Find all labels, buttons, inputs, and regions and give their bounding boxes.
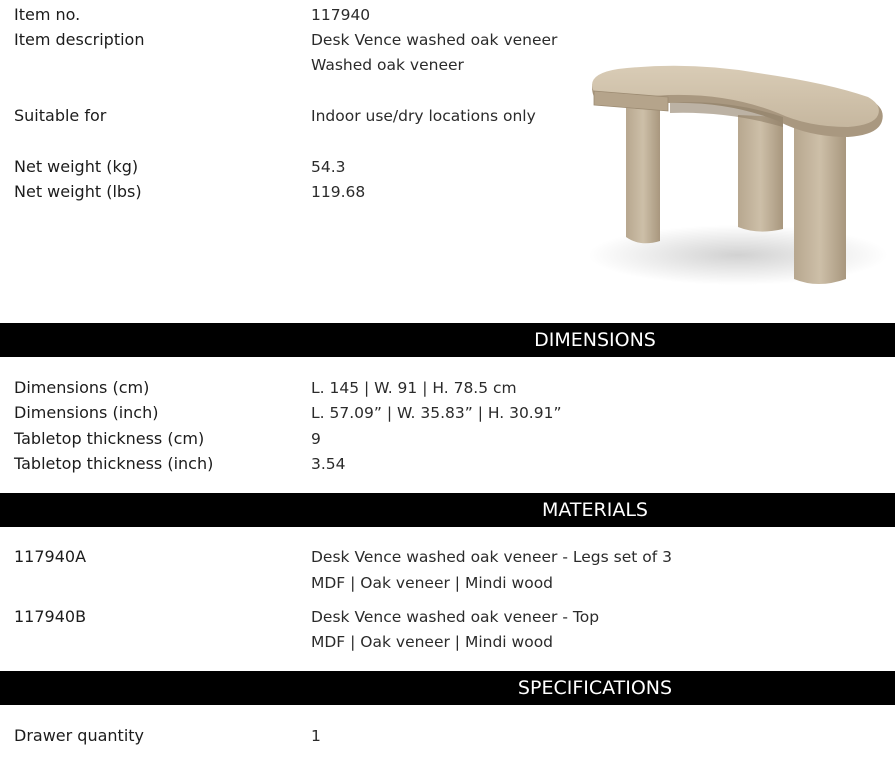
item-description-label: Item description (14, 30, 145, 49)
item-description-value: Desk Vence washed oak veneer (311, 31, 558, 49)
drawer-quantity-label: Drawer quantity (14, 726, 144, 745)
dimensions-cm-value: L. 145 | W. 91 | H. 78.5 cm (311, 379, 517, 397)
tabletop-thickness-inch-value: 3.54 (311, 455, 346, 473)
net-weight-kg-label: Net weight (kg) (14, 157, 139, 176)
suitable-for-label: Suitable for (14, 106, 107, 125)
specifications-title: SPECIFICATIONS (517, 677, 673, 699)
material-a-code: 117940A (14, 547, 87, 566)
net-weight-kg-value: 54.3 (311, 158, 346, 176)
material-a-description: Desk Vence washed oak veneer - Legs set of 3 (311, 548, 672, 566)
product-image (578, 55, 888, 295)
material-a-composition: MDF | Oak veneer | Mindi wood (311, 574, 554, 592)
material-b-code: 117940B (14, 607, 87, 626)
specifications-header (0, 671, 895, 705)
net-weight-lbs-label: Net weight (lbs) (14, 182, 142, 201)
materials-title: MATERIALS (542, 499, 648, 521)
item-no-label: Item no. (14, 5, 81, 24)
dimensions-header (0, 323, 895, 357)
tabletop-thickness-inch-label: Tabletop thickness (inch) (14, 454, 214, 473)
item-description-value-2: Washed oak veneer (311, 56, 464, 74)
dimensions-inch-label: Dimensions (inch) (14, 403, 159, 422)
dimensions-inch-value: L. 57.09” | W. 35.83” | H. 30.91” (311, 404, 562, 422)
tabletop-thickness-cm-label: Tabletop thickness (cm) (14, 429, 205, 448)
drawer-quantity-value: 1 (311, 727, 321, 745)
item-no-value: 117940 (311, 6, 371, 24)
net-weight-lbs-value: 119.68 (311, 183, 366, 201)
tabletop-thickness-cm-value: 9 (311, 430, 321, 448)
material-b-composition: MDF | Oak veneer | Mindi wood (311, 633, 554, 651)
dimensions-cm-label: Dimensions (cm) (14, 378, 150, 397)
suitable-for-value: Indoor use/dry locations only (311, 107, 536, 125)
dimensions-title: DIMENSIONS (534, 329, 656, 351)
materials-header (0, 493, 895, 527)
material-b-description: Desk Vence washed oak veneer - Top (311, 608, 600, 626)
